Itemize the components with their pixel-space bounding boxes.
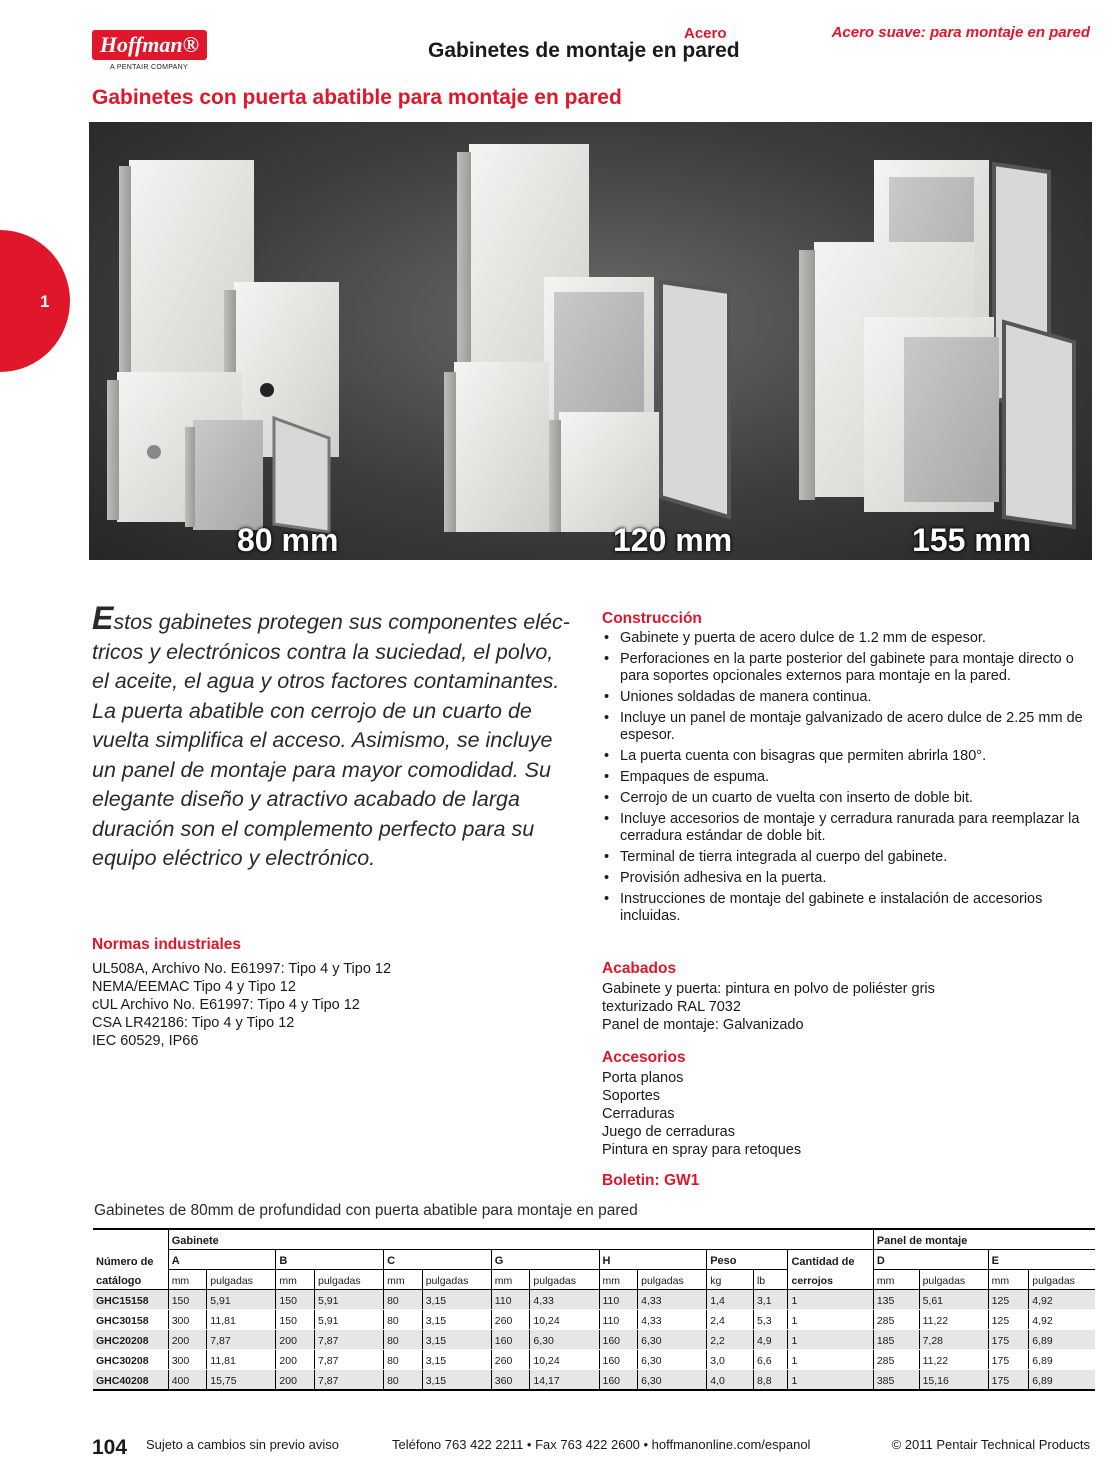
construccion-item: • Perforaciones en la parte posterior del gabinete para montaje directo o para soportes opcionales externos para montaje en la pared. (602, 651, 1092, 685)
footer-notice: Sujeto a cambios sin previo aviso (146, 1437, 339, 1452)
section-title: Gabinetes con puerta abatible para montaje en pared (92, 86, 622, 109)
footer-contact: Teléfono 763 422 2211 • Fax 763 422 2600 • hoffmanonline.com/espanol (392, 1437, 811, 1452)
accesorios-heading: Accesorios (602, 1049, 686, 1066)
normas-item: UL508A, Archivo No. E61997: Tipo 4 y Tipo 12 (92, 961, 392, 977)
table-cell: 6,30 (638, 1350, 707, 1370)
accesorios-item: Porta planos (602, 1070, 684, 1086)
unit-mm: mm (873, 1270, 919, 1290)
catalog-number-cell: GHC40208 (93, 1370, 168, 1391)
table-cell: 11,22 (919, 1310, 988, 1330)
unit-mm: mm (491, 1270, 530, 1290)
table-group-panel: Panel de montaje (873, 1229, 1095, 1250)
accesorios-item: Pintura en spray para retoques (602, 1142, 802, 1158)
header-category: Acero suave: para montaje en pared (831, 24, 1090, 41)
table-cell: 3,15 (422, 1370, 491, 1391)
table-cell: 7,87 (315, 1350, 384, 1370)
table-cell: 80 (384, 1290, 423, 1310)
footer-copyright: © 2011 Pentair Technical Products (891, 1437, 1090, 1452)
page-number: 104 (92, 1436, 128, 1459)
enclosure-group-120mm (444, 144, 729, 532)
table-cell: 6,89 (1029, 1330, 1095, 1350)
enclosures-illustration (89, 122, 1092, 560)
table-cell: 7,28 (919, 1330, 988, 1350)
chapter-tab (0, 230, 70, 372)
construccion-item: • Uniones soldadas de manera continua. (602, 689, 1092, 706)
table-cell: 200 (276, 1370, 315, 1391)
table-cell: 2,2 (707, 1330, 754, 1350)
construccion-heading: Construcción (602, 610, 702, 627)
unit-in: pulgadas (1029, 1270, 1095, 1290)
table-cell: 150 (168, 1290, 207, 1310)
normas-item: cUL Archivo No. E61997: Tipo 4 y Tipo 12 (92, 997, 360, 1013)
construccion-item: • Instrucciones de montaje del gabinete e instalación de accesorios incluidas. (602, 891, 1092, 925)
unit-mm: mm (276, 1270, 315, 1290)
normas-heading: Normas industriales (92, 936, 242, 953)
table-cell: 5,61 (919, 1290, 988, 1310)
table-cell: 11,81 (207, 1310, 276, 1330)
unit-mm: mm (168, 1270, 207, 1290)
table-cell: 300 (168, 1310, 207, 1330)
accesorios-list (602, 1069, 801, 1159)
table-cell: 3,15 (422, 1350, 491, 1370)
table-header-catalog-2: catálogo (93, 1270, 168, 1290)
table-cell: 6,30 (530, 1330, 599, 1350)
table-cell: 400 (168, 1370, 207, 1391)
acabados-line: Gabinete y puerta: pintura en polvo de poliéster gris (602, 981, 935, 997)
table-cell: 260 (491, 1350, 530, 1370)
table-cell: 80 (384, 1310, 423, 1330)
table-cell: 6,30 (638, 1330, 707, 1350)
table-cell: 6,89 (1029, 1350, 1095, 1370)
table-row (93, 1370, 1095, 1391)
size-label-120mm: 120 mm (613, 522, 733, 558)
table-cell: 11,81 (207, 1350, 276, 1370)
table-row (93, 1310, 1095, 1330)
normas-item: IEC 60529, IP66 (92, 1033, 199, 1049)
catalog-number-cell: GHC30158 (93, 1310, 168, 1330)
table-cell: 10,24 (530, 1310, 599, 1330)
table-cell: 175 (988, 1350, 1029, 1370)
table-group-header-row (93, 1229, 1095, 1250)
table-cell: 5,91 (315, 1290, 384, 1310)
table-cell: 6,30 (638, 1370, 707, 1391)
acabados-heading: Acabados (602, 960, 677, 977)
table-cell: 4,33 (530, 1290, 599, 1310)
unit-kg: kg (707, 1270, 754, 1290)
table-cell: 175 (988, 1370, 1029, 1391)
table-cell: 160 (599, 1350, 638, 1370)
table-body (93, 1290, 1095, 1391)
table-cell: 110 (599, 1310, 638, 1330)
enclosure-group-155mm (799, 160, 1074, 527)
table-cell: 3,15 (422, 1310, 491, 1330)
table-cell: 4,92 (1029, 1310, 1095, 1330)
acabados-text (602, 980, 1022, 1034)
spec-table (93, 1228, 1095, 1391)
accesorios-item: Cerraduras (602, 1106, 675, 1122)
table-cell: 260 (491, 1310, 530, 1330)
table-cell: 15,16 (919, 1370, 988, 1391)
construccion-item: • La puerta cuenta con bisagras que permiten abrirla 180°. (602, 748, 1092, 765)
unit-lb: lb (753, 1270, 788, 1290)
header-material: Acero (684, 25, 727, 42)
accesorios-item: Juego de cerraduras (602, 1124, 735, 1140)
table-cell: 160 (491, 1330, 530, 1350)
normas-list (92, 960, 391, 1050)
unit-in: pulgadas (638, 1270, 707, 1290)
table-cell: 125 (988, 1310, 1029, 1330)
table-row (93, 1330, 1095, 1350)
table-cell: 4,92 (1029, 1290, 1095, 1310)
table-cell: 200 (168, 1330, 207, 1350)
table-cell: 160 (599, 1370, 638, 1391)
table-header-blank (93, 1229, 168, 1250)
construccion-item: • Provisión adhesiva en la puerta. (602, 870, 1092, 887)
construccion-item: • Cerrojo de un cuarto de vuelta con inserto de doble bit. (602, 790, 1092, 807)
table-header-d: D (873, 1250, 988, 1270)
table-header-c: C (384, 1250, 492, 1270)
table-cell: 80 (384, 1350, 423, 1370)
table-cell: 11,22 (919, 1350, 988, 1370)
table-header-g: G (491, 1250, 599, 1270)
table-cell: 8,8 (753, 1370, 788, 1391)
unit-in: pulgadas (207, 1270, 276, 1290)
table-cell: 4,33 (638, 1310, 707, 1330)
table-cell: 110 (599, 1290, 638, 1310)
construccion-item: • Incluye accesorios de montaje y cerradura ranurada para reemplazar la cerradura estándar de doble bit. (602, 811, 1092, 845)
acabados-line: texturizado RAL 7032 (602, 999, 741, 1015)
table-cell: 2,4 (707, 1310, 754, 1330)
logo-subtitle: A PENTAIR COMPANY (110, 64, 188, 71)
intro-paragraph (92, 600, 572, 874)
table-cell: 15,75 (207, 1370, 276, 1391)
chapter-number: 1 (40, 292, 50, 311)
spec-table-wrapper (93, 1228, 1095, 1391)
construccion-item: • Incluye un panel de montaje galvanizado de acero dulce de 2.25 mm de espesor. (602, 710, 1092, 744)
unit-in: pulgadas (315, 1270, 384, 1290)
intro-text: stos gabinetes protegen sus componentes eléc-tricos y electrónicos contra la suciedad, el polvo, el aceite, el agua y otros factores contaminantes. La puerta abatible con cerrojo de un cuarto de vuelta simplifica el acceso. Asimismo, se incluye un panel de montaje para mayor comodidad. Su elegante diseño y atractivo acabado de larga duración son el complemento perfecto para su equipo eléctrico y electrónico. (92, 610, 570, 870)
table-row (93, 1350, 1095, 1370)
accesorios-item: Soportes (602, 1088, 661, 1104)
unit-mm: mm (988, 1270, 1029, 1290)
table-header-a: A (168, 1250, 276, 1270)
normas-item: NEMA/EEMAC Tipo 4 y Tipo 12 (92, 979, 296, 995)
table-cell: 1 (788, 1310, 873, 1330)
construccion-item: • Empaques de espuma. (602, 769, 1092, 786)
table-cell: 1 (788, 1330, 873, 1350)
table-cell: 4,0 (707, 1370, 754, 1391)
boletin-label: Boletin: GW1 (602, 1172, 700, 1189)
table-cell: 150 (276, 1310, 315, 1330)
table-cell: 10,24 (530, 1350, 599, 1370)
unit-in: pulgadas (919, 1270, 988, 1290)
table-cell: 14,17 (530, 1370, 599, 1391)
table-header-e: E (988, 1250, 1095, 1270)
construccion-list (602, 630, 1092, 929)
table-cell: 3,15 (422, 1290, 491, 1310)
table-header-cantidad-2: cerrojos (788, 1270, 873, 1290)
product-photo (89, 122, 1092, 560)
table-cell: 3,1 (753, 1290, 788, 1310)
intro-dropcap: E (92, 600, 114, 636)
table-cell: 3,0 (707, 1350, 754, 1370)
table-cell: 6,6 (753, 1350, 788, 1370)
table-cell: 80 (384, 1330, 423, 1350)
table-cell: 360 (491, 1370, 530, 1391)
normas-item: CSA LR42186: Tipo 4 y Tipo 12 (92, 1015, 295, 1031)
table-cell: 1 (788, 1290, 873, 1310)
construccion-item: • Terminal de tierra integrada al cuerpo del gabinete. (602, 849, 1092, 866)
table-column-header-row (93, 1250, 1095, 1270)
table-cell: 1 (788, 1350, 873, 1370)
table-cell: 285 (873, 1350, 919, 1370)
size-label-155mm: 155 mm (912, 522, 1032, 558)
unit-mm: mm (599, 1270, 638, 1290)
table-cell: 5,91 (315, 1310, 384, 1330)
table-cell: 6,89 (1029, 1370, 1095, 1391)
table-cell: 5,3 (753, 1310, 788, 1330)
unit-in: pulgadas (422, 1270, 491, 1290)
table-caption: Gabinetes de 80mm de profundidad con puerta abatible para montaje en pared (94, 1202, 638, 1219)
table-cell: 385 (873, 1370, 919, 1391)
table-header-catalog-1: Número de (93, 1250, 168, 1270)
table-cell: 7,87 (315, 1330, 384, 1350)
unit-mm: mm (384, 1270, 423, 1290)
table-cell: 1,4 (707, 1290, 754, 1310)
table-cell: 3,15 (422, 1330, 491, 1350)
table-row (93, 1290, 1095, 1310)
catalog-number-cell: GHC20208 (93, 1330, 168, 1350)
table-cell: 175 (988, 1330, 1029, 1350)
table-group-gabinete: Gabinete (168, 1229, 873, 1250)
catalog-number-cell: GHC30208 (93, 1350, 168, 1370)
table-cell: 185 (873, 1330, 919, 1350)
table-cell: 80 (384, 1370, 423, 1391)
construccion-item: • Gabinete y puerta de acero dulce de 1.2 mm de espesor. (602, 630, 1092, 647)
table-cell: 135 (873, 1290, 919, 1310)
catalog-number-cell: GHC15158 (93, 1290, 168, 1310)
table-cell: 5,91 (207, 1290, 276, 1310)
hoffman-logo: Hoffman® (92, 30, 207, 60)
table-cell: 1 (788, 1370, 873, 1391)
enclosure-group-80mm (107, 160, 339, 532)
table-cell: 7,87 (207, 1330, 276, 1350)
table-cell: 300 (168, 1350, 207, 1370)
table-cell: 285 (873, 1310, 919, 1330)
table-units-row (93, 1270, 1095, 1290)
table-cell: 160 (599, 1330, 638, 1350)
size-label-80mm: 80 mm (237, 522, 339, 558)
table-cell: 125 (988, 1290, 1029, 1310)
table-cell: 200 (276, 1330, 315, 1350)
unit-in: pulgadas (530, 1270, 599, 1290)
header-title: Gabinetes de montaje en pared (428, 39, 740, 62)
table-cell: 4,9 (753, 1330, 788, 1350)
table-cell: 200 (276, 1350, 315, 1370)
table-header-h: H (599, 1250, 707, 1270)
table-cell: 110 (491, 1290, 530, 1310)
table-cell: 7,87 (315, 1370, 384, 1391)
table-header-peso: Peso (707, 1250, 788, 1270)
table-cell: 150 (276, 1290, 315, 1310)
table-header-cantidad-1: Cantidad de (788, 1250, 873, 1270)
table-cell: 4,33 (638, 1290, 707, 1310)
acabados-line: Panel de montaje: Galvanizado (602, 1017, 804, 1033)
table-header-b: B (276, 1250, 384, 1270)
